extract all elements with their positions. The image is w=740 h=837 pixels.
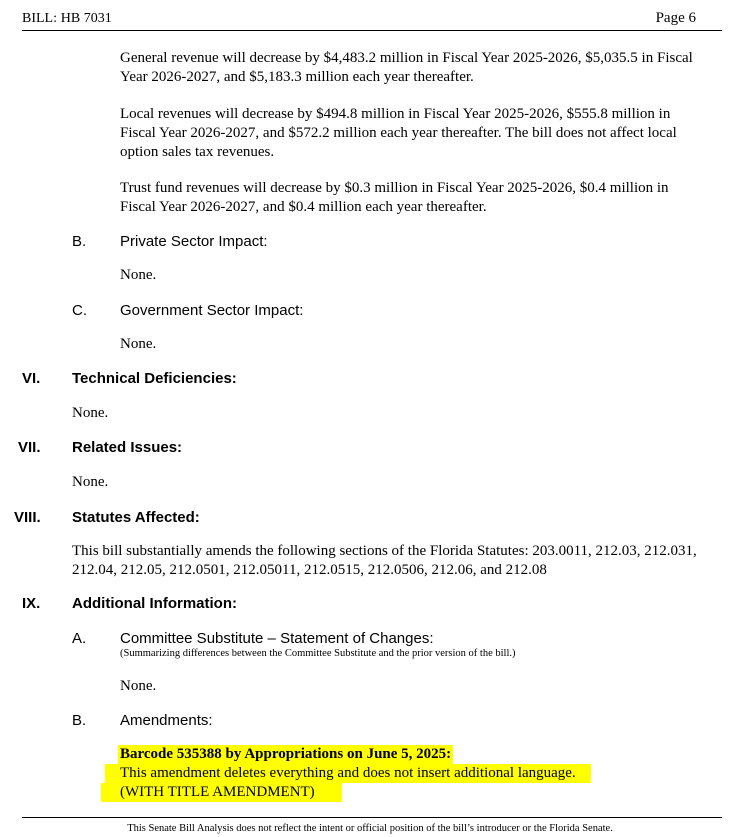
- related-issues-body: None.: [72, 474, 109, 490]
- committee-substitute-note: (Summarizing differences between the Committee Substitute and the prior version of the bill.): [120, 648, 516, 659]
- government-sector-impact-heading: Government Sector Impact:: [120, 302, 304, 319]
- additional-information-heading: Additional Information:: [72, 595, 237, 612]
- subsection-b-letter: B.: [72, 233, 87, 250]
- trust-fund-paragraph: Trust fund revenues will decrease by $0.3 million in Fiscal Year 2025-2026, $0.4 million in Fiscal Year 2026-2027, and $0.4 million each year thereafter.: [120, 180, 669, 215]
- section-vi-number: VI.: [22, 370, 41, 387]
- committee-substitute-body: None.: [120, 678, 157, 694]
- bill-label: BILL:: [22, 11, 57, 26]
- bill-identifier: [22, 9, 112, 28]
- amendment-title-note: (WITH TITLE AMENDMENT): [101, 783, 342, 802]
- additional-b-letter: B.: [72, 712, 87, 729]
- amendment-barcode-heading: Barcode 535388 by Appropriations on June 5, 2025:: [120, 746, 452, 762]
- footer-divider: [22, 817, 722, 818]
- private-sector-impact-heading: Private Sector Impact:: [120, 233, 268, 250]
- page-number: Page 6: [655, 10, 696, 26]
- section-vii-number: VII.: [18, 439, 41, 456]
- technical-deficiencies-body: None.: [72, 405, 109, 421]
- general-revenue-paragraph: General revenue will decrease by $4,483.2 million in Fiscal Year 2025-2026, $5,035.5 in Fiscal Year 2026-2027, and $5,183.3 million each year thereafter.: [120, 50, 693, 85]
- bill-number: HB 7031: [60, 11, 112, 26]
- statutes-affected-heading: Statutes Affected:: [72, 509, 200, 526]
- header-divider: [22, 30, 722, 31]
- footer-disclaimer: This Senate Bill Analysis does not reflect the intent or official position of the bill’s introducer or the Florida Senate.: [127, 823, 613, 834]
- section-ix-number: IX.: [22, 595, 41, 612]
- statutes-affected-body: This bill substantially amends the following sections of the Florida Statutes: 203.0011, 212.03, 212.031, 212.04, 212.05, 212.0501, 212.05011, 212.0515, 212.0506, 212.06, and 212.08: [72, 543, 697, 578]
- related-issues-heading: Related Issues:: [72, 439, 183, 456]
- section-viii-number: VIII.: [14, 509, 41, 526]
- technical-deficiencies-heading: Technical Deficiencies:: [72, 370, 237, 387]
- amendments-heading: Amendments:: [120, 712, 213, 729]
- private-sector-impact-body: None.: [120, 267, 157, 283]
- committee-substitute-heading: Committee Substitute – Statement of Changes:: [120, 630, 434, 647]
- additional-a-letter: A.: [72, 630, 87, 647]
- amendment-description: This amendment deletes everything and does not insert additional language.: [105, 764, 591, 783]
- subsection-c-letter: C.: [72, 302, 87, 319]
- local-revenue-paragraph: Local revenues will decrease by $494.8 million in Fiscal Year 2025-2026, $555.8 million in Fiscal Year 2026-2027, and $572.2 million each year thereafter. The bill does not affect local option sales tax revenues.: [120, 106, 677, 160]
- government-sector-impact-body: None.: [120, 336, 157, 352]
